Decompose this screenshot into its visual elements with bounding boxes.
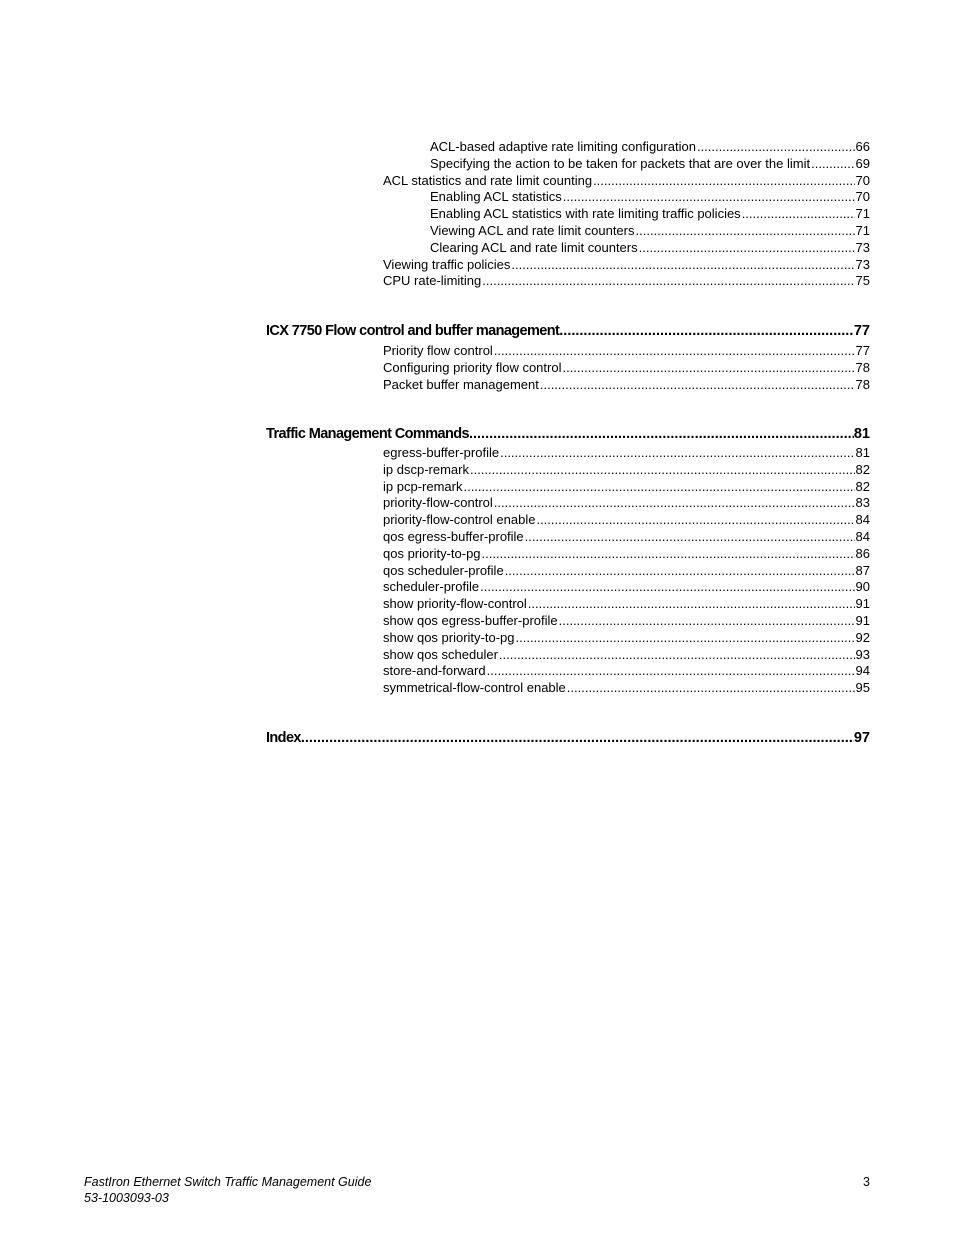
dot-leader xyxy=(593,173,854,190)
toc-entry-page-number: 75 xyxy=(855,273,870,289)
toc-continued-section xyxy=(0,139,954,290)
dot-leader xyxy=(742,206,855,223)
dot-leader xyxy=(559,323,854,339)
toc-entry-page-number: 69 xyxy=(855,155,870,171)
toc-commands-entries xyxy=(0,445,954,697)
dot-leader xyxy=(511,257,854,274)
toc-entry[interactable] xyxy=(383,579,870,596)
chapter-title: Index xyxy=(266,730,301,746)
toc-entry-label: ip pcp-remark xyxy=(383,478,463,494)
toc-entry[interactable] xyxy=(383,445,870,462)
toc-entry-label: CPU rate-limiting xyxy=(383,273,482,289)
toc-entry-label: Packet buffer management xyxy=(383,376,539,392)
toc-entry[interactable] xyxy=(383,257,870,274)
toc-entry-page-number: 83 xyxy=(855,495,870,511)
toc-entry-page-number: 84 xyxy=(855,528,870,544)
toc-entry-label: store-and-forward xyxy=(383,663,486,679)
toc-entry-page-number: 93 xyxy=(855,646,870,662)
toc-entry-page-number: 71 xyxy=(855,222,870,238)
toc-entry-page-number: 94 xyxy=(855,663,870,679)
dot-leader xyxy=(482,273,854,290)
toc-entry-label: Enabling ACL statistics with rate limiting traffic policies xyxy=(430,206,741,222)
toc-entry[interactable] xyxy=(430,139,870,156)
chapter-page-number: 97 xyxy=(853,730,870,746)
toc-chapter-index[interactable] xyxy=(266,730,870,746)
dot-leader xyxy=(811,156,854,173)
toc-entry[interactable] xyxy=(383,546,870,563)
dot-leader xyxy=(499,647,855,664)
toc-entry[interactable] xyxy=(383,596,870,613)
toc-entry-label: Specifying the action to be taken for packets that are over the limit xyxy=(430,155,811,171)
dot-leader xyxy=(540,377,855,394)
chapter-title: Traffic Management Commands xyxy=(266,426,469,442)
toc-entry-page-number: 90 xyxy=(855,579,870,595)
dot-leader xyxy=(505,563,855,580)
toc-chapter-traffic-management-commands[interactable] xyxy=(266,426,870,442)
toc-entry-page-number: 87 xyxy=(855,562,870,578)
toc-entry-page-number: 77 xyxy=(855,343,870,358)
toc-entry-label: priority-flow-control xyxy=(383,495,493,511)
toc-entry[interactable] xyxy=(383,173,870,190)
toc-entry-label: ACL statistics and rate limit counting xyxy=(383,172,593,188)
dot-leader xyxy=(469,426,854,442)
toc-entry-page-number: 70 xyxy=(855,172,870,188)
dot-leader xyxy=(480,579,854,596)
toc-entry-label: show qos scheduler xyxy=(383,646,498,662)
toc-chapter-icx7750[interactable] xyxy=(266,323,870,339)
dot-leader xyxy=(500,445,854,462)
toc-entry[interactable] xyxy=(383,529,870,546)
dot-leader xyxy=(470,462,855,479)
toc-entry[interactable] xyxy=(383,613,870,630)
toc-entry-page-number: 81 xyxy=(855,445,870,460)
toc-entry-label: Clearing ACL and rate limit counters xyxy=(430,239,638,255)
chapter-page-number: 77 xyxy=(853,323,870,339)
toc-entry-label: ACL-based adaptive rate limiting configuration xyxy=(430,139,696,154)
toc-entry[interactable] xyxy=(383,647,870,664)
dot-leader xyxy=(536,512,854,529)
toc-entry-label: Priority flow control xyxy=(383,343,493,358)
toc-entry-label: Viewing traffic policies xyxy=(383,256,511,272)
toc-entry-label: qos priority-to-pg xyxy=(383,545,481,561)
toc-entry[interactable] xyxy=(383,360,870,377)
toc-entry-label: qos scheduler-profile xyxy=(383,562,504,578)
toc-entry-label: Enabling ACL statistics xyxy=(430,189,562,205)
dot-leader xyxy=(301,730,854,746)
toc-entry[interactable] xyxy=(383,663,870,680)
toc-entry-page-number: 73 xyxy=(855,239,870,255)
toc-entry-label: ip dscp-remark xyxy=(383,461,469,477)
toc-entry[interactable] xyxy=(383,630,870,647)
toc-entry-page-number: 70 xyxy=(855,189,870,205)
page-footer xyxy=(84,1175,870,1206)
toc-entry[interactable] xyxy=(383,563,870,580)
toc-entry-label: show priority-flow-control xyxy=(383,596,527,612)
toc-entry[interactable] xyxy=(383,343,870,360)
dot-leader xyxy=(636,223,855,240)
toc-entry[interactable] xyxy=(430,206,870,223)
footer-document-number: 53-1003093-03 xyxy=(84,1190,169,1205)
dot-leader xyxy=(525,529,855,546)
toc-entry-page-number: 73 xyxy=(855,256,870,272)
toc-entry[interactable] xyxy=(430,240,870,257)
dot-leader xyxy=(528,596,855,613)
dot-leader xyxy=(562,360,854,377)
toc-entry-label: show qos egress-buffer-profile xyxy=(383,612,558,628)
toc-entry[interactable] xyxy=(383,462,870,479)
toc-entry-page-number: 92 xyxy=(855,629,870,645)
toc-entry-page-number: 84 xyxy=(855,512,870,528)
toc-entry[interactable] xyxy=(383,680,870,697)
toc-entry-page-number: 82 xyxy=(855,478,870,494)
toc-entry-page-number: 78 xyxy=(855,359,870,375)
dot-leader xyxy=(516,630,855,647)
toc-entry[interactable] xyxy=(430,156,870,173)
toc-entry-label: egress-buffer-profile xyxy=(383,445,500,460)
toc-icx7750-entries xyxy=(0,343,954,393)
toc-entry-page-number: 95 xyxy=(855,680,870,696)
toc-entry-page-number: 82 xyxy=(855,461,870,477)
dot-leader xyxy=(639,240,855,257)
toc-entry-label: show qos priority-to-pg xyxy=(383,629,515,645)
dot-leader xyxy=(697,139,855,156)
toc-entry-page-number: 91 xyxy=(855,596,870,612)
toc-entry-page-number: 71 xyxy=(855,206,870,222)
toc-entry-label: scheduler-profile xyxy=(383,579,480,595)
dot-leader xyxy=(463,479,854,496)
toc-entry[interactable] xyxy=(430,189,870,206)
toc-entry-page-number: 91 xyxy=(855,612,870,628)
dot-leader xyxy=(494,495,855,512)
chapter-page-number: 81 xyxy=(853,426,870,442)
toc-entry-label: Viewing ACL and rate limit counters xyxy=(430,222,635,238)
toc-entry[interactable] xyxy=(383,273,870,290)
toc-entry-page-number: 86 xyxy=(855,545,870,561)
chapter-title: ICX 7750 Flow control and buffer management xyxy=(266,323,560,339)
dot-leader xyxy=(567,680,855,697)
toc-entry[interactable] xyxy=(383,479,870,496)
toc-entry-label: qos egress-buffer-profile xyxy=(383,528,524,544)
dot-leader xyxy=(563,189,855,206)
toc-entry[interactable] xyxy=(430,223,870,240)
toc-entry[interactable] xyxy=(383,495,870,512)
toc-entry-page-number: 66 xyxy=(855,139,870,154)
dot-leader xyxy=(494,343,855,360)
dot-leader xyxy=(482,546,855,563)
footer-document-title: FastIron Ethernet Switch Traffic Management Guide xyxy=(84,1175,372,1189)
toc-entry-label: priority-flow-control enable xyxy=(383,512,536,528)
toc-entry[interactable] xyxy=(383,512,870,529)
dot-leader xyxy=(487,663,855,680)
footer-page-number: 3 xyxy=(863,1175,870,1189)
toc-entry[interactable] xyxy=(383,377,870,394)
toc-entry-page-number: 78 xyxy=(855,376,870,392)
dot-leader xyxy=(559,613,855,630)
toc-entry-label: Configuring priority flow control xyxy=(383,359,562,375)
toc-entry-label: symmetrical-flow-control enable xyxy=(383,680,566,696)
